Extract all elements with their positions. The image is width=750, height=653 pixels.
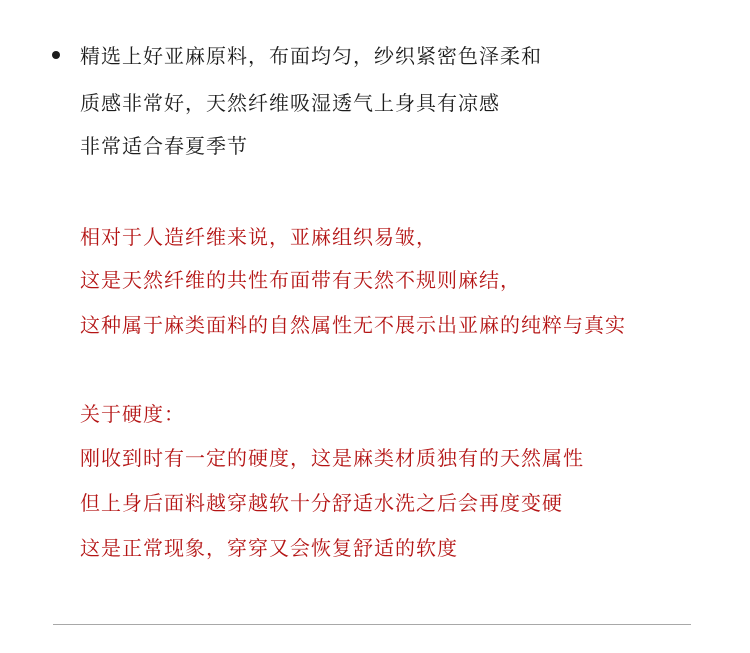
- texture-line-3: 这种属于麻类面料的自然属性无不展示出亚麻的纯粹与真实: [80, 313, 626, 337]
- bullet-dot-icon: [52, 51, 60, 59]
- bottom-divider: [53, 624, 691, 625]
- intro-line-3: 非常适合春夏季节: [80, 134, 248, 158]
- texture-line-2: 这是天然纤维的共性布面带有天然不规则麻结，: [80, 268, 521, 292]
- intro-line-2: 质感非常好，天然纤维吸湿透气上身具有凉感: [80, 91, 500, 115]
- intro-line-1: 精选上好亚麻原料，布面均匀，纱织紧密色泽柔和: [80, 44, 542, 68]
- hardness-line-2: 但上身后面料越穿越软十分舒适水洗之后会再度变硬: [80, 491, 563, 515]
- texture-line-1: 相对于人造纤维来说，亚麻组织易皱，: [80, 225, 437, 249]
- hardness-line-3: 这是正常现象，穿穿又会恢复舒适的软度: [80, 536, 458, 560]
- hardness-heading: 关于硬度：: [80, 402, 185, 426]
- hardness-line-1: 刚收到时有一定的硬度，这是麻类材质独有的天然属性: [80, 446, 584, 470]
